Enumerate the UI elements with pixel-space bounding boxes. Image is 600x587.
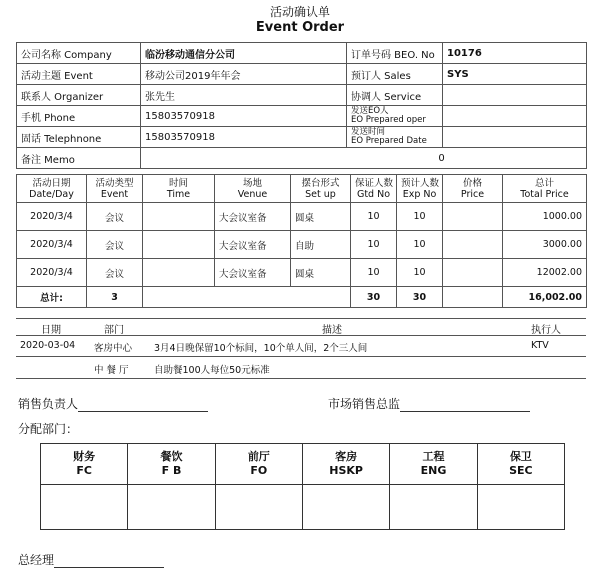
activity-total: 3000.00 [503, 231, 587, 259]
gm-signature-line[interactable] [54, 567, 164, 568]
schedule-exec: KTV [531, 340, 549, 351]
total-gtd: 30 [351, 287, 397, 308]
title-english: Event Order [255, 20, 345, 35]
schedule-header [16, 318, 586, 336]
column-header-cn: 价格 [462, 177, 482, 189]
activity-event: 会议 [87, 259, 143, 287]
activity-exp: 10 [397, 231, 443, 259]
department-en: SEC [509, 464, 533, 477]
phone-value: 15803570918 [141, 106, 347, 127]
activity-column-header [17, 175, 87, 203]
activities-table [16, 174, 587, 308]
activity-gtd: 10 [351, 231, 397, 259]
column-header-cn: 场地 [242, 177, 262, 189]
activity-price [443, 203, 503, 231]
department-en: FO [250, 464, 268, 477]
activity-total: 12002.00 [503, 259, 587, 287]
total-exp: 30 [397, 287, 443, 308]
eo-date-cn: 发送时间 [351, 127, 386, 137]
activity-time [143, 259, 215, 287]
total-label: 总计: [17, 287, 87, 308]
department-signature-cell[interactable] [390, 485, 477, 530]
department-header [390, 444, 477, 485]
activity-price [443, 231, 503, 259]
department-cn: 客房 [335, 450, 358, 463]
memo-label: 备注 Memo [17, 148, 141, 169]
activity-venue: 大会议室备 [215, 259, 291, 287]
sales-signature [18, 395, 208, 412]
activity-setup: 圆桌 [291, 203, 351, 231]
schedule-row [16, 360, 586, 379]
sales-signature-line[interactable] [78, 411, 208, 412]
column-header-en: Time [166, 188, 191, 200]
activity-row [17, 203, 587, 231]
activity-time [143, 231, 215, 259]
company-value: 临汾移动通信分公司 [141, 43, 347, 64]
activity-date: 2020/3/4 [17, 203, 87, 231]
schedule-desc-header: 描述 [322, 325, 342, 336]
department-cn: 餐饮 [160, 450, 183, 463]
activity-venue: 大会议室备 [215, 231, 291, 259]
department-cn: 前厅 [247, 450, 270, 463]
department-en: FC [76, 464, 92, 477]
eo-date-en: EO Prepared Date [351, 136, 427, 146]
schedule-date: 2020-03-04 [20, 340, 76, 351]
column-header-cn: 摆台形式 [301, 177, 340, 189]
activity-column-header [397, 175, 443, 203]
department-signature-cell[interactable] [215, 485, 302, 530]
schedule-desc: 自助餐100人每位50元标准 [154, 365, 270, 376]
department-en: HSKP [329, 464, 363, 477]
schedule-desc: 3月4日晚保留10个标间，10个单人间，2个三人间 [154, 343, 368, 354]
activity-gtd: 10 [351, 203, 397, 231]
service-value [443, 85, 587, 106]
column-header-cn: 保证人数 [355, 177, 394, 189]
eo-prepared-cn: 发送EO人 [351, 106, 389, 116]
column-header-en: Gtd No [356, 188, 391, 200]
column-header-en: Exp No [402, 188, 437, 200]
eo-prepared-value [443, 106, 587, 127]
sales-signature-label: 销售负责人 [18, 397, 79, 411]
activity-row [17, 231, 587, 259]
eo-prepared-label [347, 106, 443, 127]
director-signature-line[interactable] [400, 411, 530, 412]
department-signature-cell[interactable] [302, 485, 389, 530]
department-signature-cell[interactable] [41, 485, 128, 530]
department-signature-cell[interactable] [128, 485, 215, 530]
activity-venue: 大会议室备 [215, 203, 291, 231]
schedule-dept: 中 餐 厅 [94, 365, 129, 376]
schedule-date-header: 日期 [41, 325, 61, 336]
column-header-en: Venue [237, 188, 268, 200]
tel-value: 15803570918 [141, 127, 347, 148]
activity-column-header [503, 175, 587, 203]
activity-column-header [351, 175, 397, 203]
director-signature [328, 395, 530, 412]
director-signature-label: 市场销售总监 [328, 397, 401, 411]
department-header [302, 444, 389, 485]
departments-table [40, 443, 565, 530]
column-header-cn: 时间 [168, 177, 188, 189]
gm-signature [18, 551, 164, 568]
activity-time [143, 203, 215, 231]
department-header [128, 444, 215, 485]
schedule-row [16, 338, 586, 357]
department-cn: 工程 [422, 450, 445, 463]
column-header-en: Total Price [520, 188, 569, 200]
activity-date: 2020/3/4 [17, 259, 87, 287]
activity-column-header [87, 175, 143, 203]
department-cn: 保卫 [509, 450, 532, 463]
title-chinese: 活动确认单 [269, 5, 330, 19]
activity-price [443, 259, 503, 287]
column-header-en: Date/Day [29, 188, 74, 200]
schedule-dept: 客房中心 [94, 343, 133, 354]
service-label: 协调人 Service [347, 85, 443, 106]
column-header-en: Event [100, 188, 129, 200]
activity-date: 2020/3/4 [17, 231, 87, 259]
activity-setup: 圆桌 [291, 259, 351, 287]
activity-total: 1000.00 [503, 203, 587, 231]
activity-column-header [143, 175, 215, 203]
column-header-cn: 预计人数 [401, 177, 440, 189]
eo-date-value [443, 127, 587, 148]
department-signature-cell[interactable] [477, 485, 564, 530]
eo-date-label [347, 127, 443, 148]
column-header-en: Set up [305, 188, 336, 200]
company-label: 公司名称 Company [17, 43, 141, 64]
phone-label: 手机 Phone [17, 106, 141, 127]
department-header [477, 444, 564, 485]
activity-exp: 10 [397, 259, 443, 287]
assign-departments-label: 分配部门： [18, 422, 79, 436]
column-header-cn: 活动日期 [32, 177, 71, 189]
activity-gtd: 10 [351, 259, 397, 287]
activity-row [17, 259, 587, 287]
activity-column-header [215, 175, 291, 203]
tel-label: 固话 Telephnone [17, 127, 141, 148]
theme-label: 活动主题 Event [17, 64, 141, 85]
total-price: 16,002.00 [503, 287, 587, 308]
activity-event: 会议 [87, 203, 143, 231]
memo-value: 0 [141, 148, 587, 169]
activity-column-header [291, 175, 351, 203]
schedule-exec-header: 执行人 [531, 325, 561, 336]
activity-event: 会议 [87, 231, 143, 259]
department-header [41, 444, 128, 485]
total-count: 3 [87, 287, 143, 308]
column-header-en: Price [460, 188, 485, 200]
column-header-cn: 总计 [534, 177, 554, 189]
booker-value: SYS [443, 64, 587, 85]
booker-label: 预订人 Sales [347, 64, 443, 85]
department-en: F B [161, 464, 182, 477]
department-header [215, 444, 302, 485]
activity-column-header [443, 175, 503, 203]
activity-setup: 自助 [291, 231, 351, 259]
order-no-label: 订单号码 BEO. No [347, 43, 443, 64]
activity-exp: 10 [397, 203, 443, 231]
order-no-value: 10176 [443, 43, 587, 64]
gm-signature-label: 总经理 [18, 553, 55, 567]
department-en: ENG [420, 464, 447, 477]
organizer-value: 张先生 [141, 85, 347, 106]
department-cn: 财务 [73, 450, 96, 463]
schedule-dept-header: 部门 [104, 325, 124, 336]
event-info-table [16, 42, 587, 169]
eo-prepared-en: EO Prepared oper [351, 115, 426, 125]
theme-value: 移动公司2019年年会 [141, 64, 347, 85]
column-header-cn: 活动类型 [95, 177, 134, 189]
organizer-label: 联系人 Organizer [17, 85, 141, 106]
